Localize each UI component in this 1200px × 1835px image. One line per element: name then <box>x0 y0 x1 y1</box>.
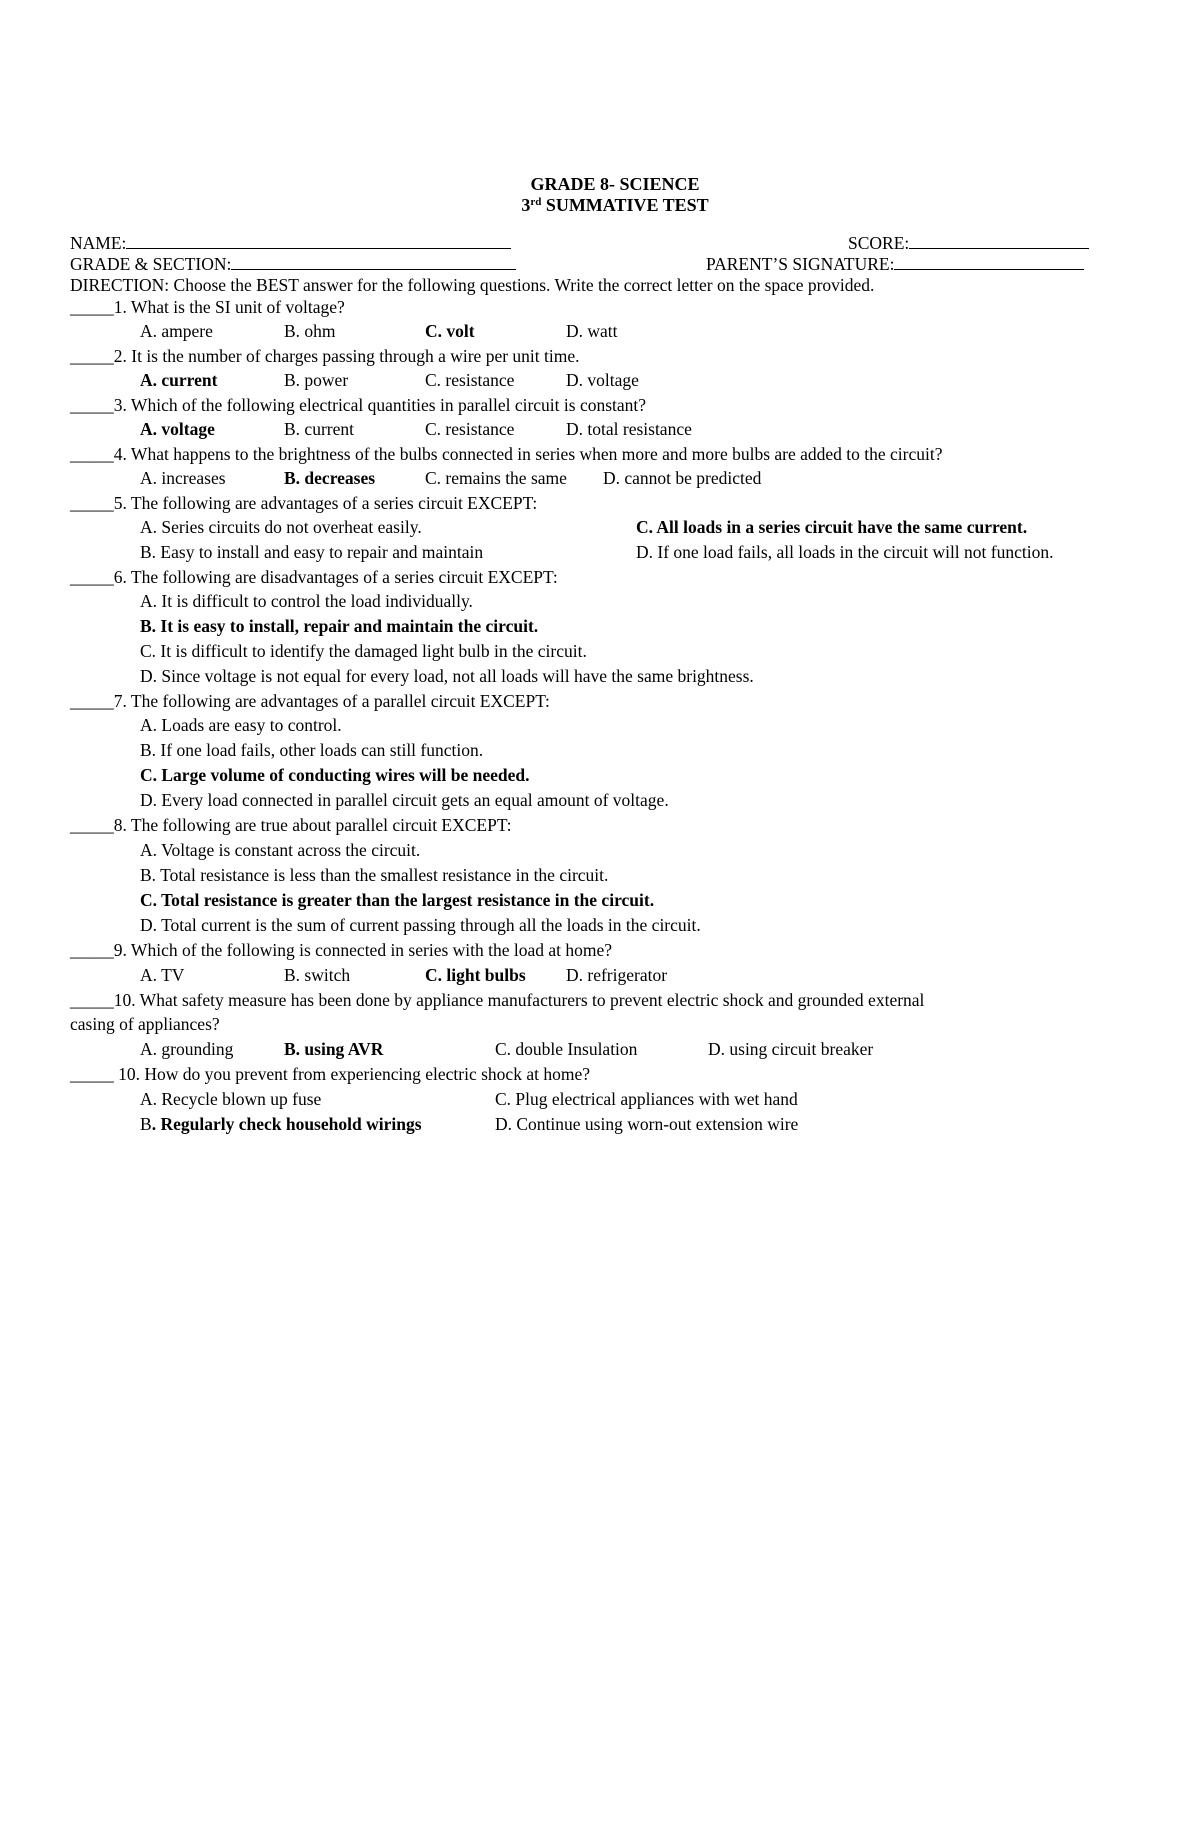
q8-choice-c: C. Total resistance is greater than the largest resistance in the circuit. <box>140 890 655 910</box>
q3-choice-a: A. voltage <box>140 419 215 439</box>
q10-choice-a: A. grounding <box>140 1039 234 1059</box>
test-subtitle: 3rd SUMMATIVE TEST <box>521 195 709 215</box>
answer-blank[interactable]: _____ <box>70 444 114 464</box>
q11-choice-d: D. Continue using worn-out extension wire <box>495 1114 799 1134</box>
answer-blank[interactable]: _____ <box>70 815 114 835</box>
q3-choice-d: D. total resistance <box>566 419 692 439</box>
grade-section-field <box>70 253 516 275</box>
parent-signature-field <box>706 253 1084 275</box>
q10-choice-d: D. using circuit breaker <box>708 1039 874 1059</box>
question-6: _____6. The following are disadvantages of a series circuit EXCEPT: <box>70 567 558 587</box>
q2-choice-a: A. current <box>140 370 218 390</box>
question-7: _____7. The following are advantages of a parallel circuit EXCEPT: <box>70 691 550 711</box>
question-11: _____ 10. How do you prevent from experiencing electric shock at home? <box>70 1064 590 1084</box>
q10-choice-b: B. using AVR <box>284 1039 384 1059</box>
q5-choice-b: B. Easy to install and easy to repair and maintain <box>140 542 484 562</box>
name-label: NAME: <box>70 233 127 253</box>
q5-choice-a: A. Series circuits do not overheat easily. <box>140 517 422 537</box>
q10-choice-c: C. double Insulation <box>495 1039 638 1059</box>
question-8: _____8. The following are true about parallel circuit EXCEPT: <box>70 815 512 835</box>
q1-choice-d: D. watt <box>566 321 618 341</box>
q4-choice-b: B. decreases <box>284 468 376 488</box>
answer-blank[interactable]: _____ <box>70 395 114 415</box>
parent-signature-label: PARENT’S SIGNATURE: <box>706 254 895 274</box>
q9-choice-b: B. switch <box>284 965 351 985</box>
q6-choice-a: A. It is difficult to control the load individually. <box>140 591 473 611</box>
q8-choice-b: B. Total resistance is less than the smallest resistance in the circuit. <box>140 865 609 885</box>
q4-choice-a: A. increases <box>140 468 226 488</box>
score-field <box>848 232 1089 254</box>
q7-choice-a: A. Loads are easy to control. <box>140 715 342 735</box>
q1-choice-b: B. ohm <box>284 321 336 341</box>
q6-choice-b: B. It is easy to install, repair and maintain the circuit. <box>140 616 539 636</box>
answer-blank[interactable]: _____ <box>70 297 114 317</box>
q9-choice-c: C. light bulbs <box>425 965 526 985</box>
q7-choice-d: D. Every load connected in parallel circuit gets an equal amount of voltage. <box>140 790 669 810</box>
test-title: GRADE 8- SCIENCE <box>530 174 700 194</box>
question-3: _____3. Which of the following electrical quantities in parallel circuit is constant? <box>70 395 647 415</box>
grade-section-label: GRADE & SECTION: <box>70 254 232 274</box>
name-blank[interactable] <box>126 233 511 249</box>
question-10: _____10. What safety measure has been done by appliance manufacturers to prevent electric shock and grounded external <box>70 990 925 1010</box>
name-field <box>70 232 511 254</box>
grade-section-blank[interactable] <box>231 254 516 270</box>
q2-choice-d: D. voltage <box>566 370 639 390</box>
q11-choice-b: B. Regularly check household wirings <box>140 1114 422 1134</box>
question-4: _____4. What happens to the brightness of the bulbs connected in series when more and more bulbs are added to the circuit? <box>70 444 943 464</box>
question-5: _____5. The following are advantages of a series circuit EXCEPT: <box>70 493 538 513</box>
q11-choice-c: C. Plug electrical appliances with wet hand <box>495 1089 798 1109</box>
answer-blank[interactable]: _____ <box>70 691 114 711</box>
answer-blank[interactable]: _____ <box>70 1064 114 1084</box>
q7-choice-b: B. If one load fails, other loads can still function. <box>140 740 484 760</box>
answer-blank[interactable]: _____ <box>70 346 114 366</box>
q8-choice-a: A. Voltage is constant across the circuit. <box>140 840 421 860</box>
q4-choice-d: D. cannot be predicted <box>603 468 762 488</box>
parent-signature-blank[interactable] <box>894 254 1084 270</box>
answer-blank[interactable]: _____ <box>70 493 114 513</box>
q3-choice-c: C. resistance <box>425 419 515 439</box>
question-9: _____9. Which of the following is connected in series with the load at home? <box>70 940 613 960</box>
q5-choice-c: C. All loads in a series circuit have the same current. <box>636 517 1028 537</box>
q8-choice-d: D. Total current is the sum of current passing through all the loads in the circuit. <box>140 915 701 935</box>
q4-choice-c: C. remains the same <box>425 468 567 488</box>
q1-choice-c: C. volt <box>425 321 475 341</box>
q6-choice-d: D. Since voltage is not equal for every load, not all loads will have the same brightness. <box>140 666 754 686</box>
q11-choice-a: A. Recycle blown up fuse <box>140 1089 322 1109</box>
q5-choice-d: D. If one load fails, all loads in the circuit will not function. <box>636 542 1054 562</box>
answer-blank[interactable]: _____ <box>70 940 114 960</box>
q7-choice-c: C. Large volume of conducting wires will be needed. <box>140 765 530 785</box>
q9-choice-d: D. refrigerator <box>566 965 668 985</box>
q1-choice-a: A. ampere <box>140 321 213 341</box>
q2-choice-b: B. power <box>284 370 349 390</box>
score-label: SCORE: <box>848 233 910 253</box>
q2-choice-c: C. resistance <box>425 370 515 390</box>
question-10-continued: casing of appliances? <box>70 1014 220 1034</box>
answer-blank[interactable]: _____ <box>70 990 114 1010</box>
question-2: _____2. It is the number of charges passing through a wire per unit time. <box>70 346 580 366</box>
q3-choice-b: B. current <box>284 419 354 439</box>
q6-choice-c: C. It is difficult to identify the damaged light bulb in the circuit. <box>140 641 587 661</box>
q9-choice-a: A. TV <box>140 965 185 985</box>
answer-blank[interactable]: _____ <box>70 567 114 587</box>
question-1: _____1. What is the SI unit of voltage? <box>70 297 345 317</box>
direction-text: DIRECTION: Choose the BEST answer for the following questions. Write the correct letter on the space provided. <box>70 275 875 295</box>
score-blank[interactable] <box>909 233 1089 249</box>
